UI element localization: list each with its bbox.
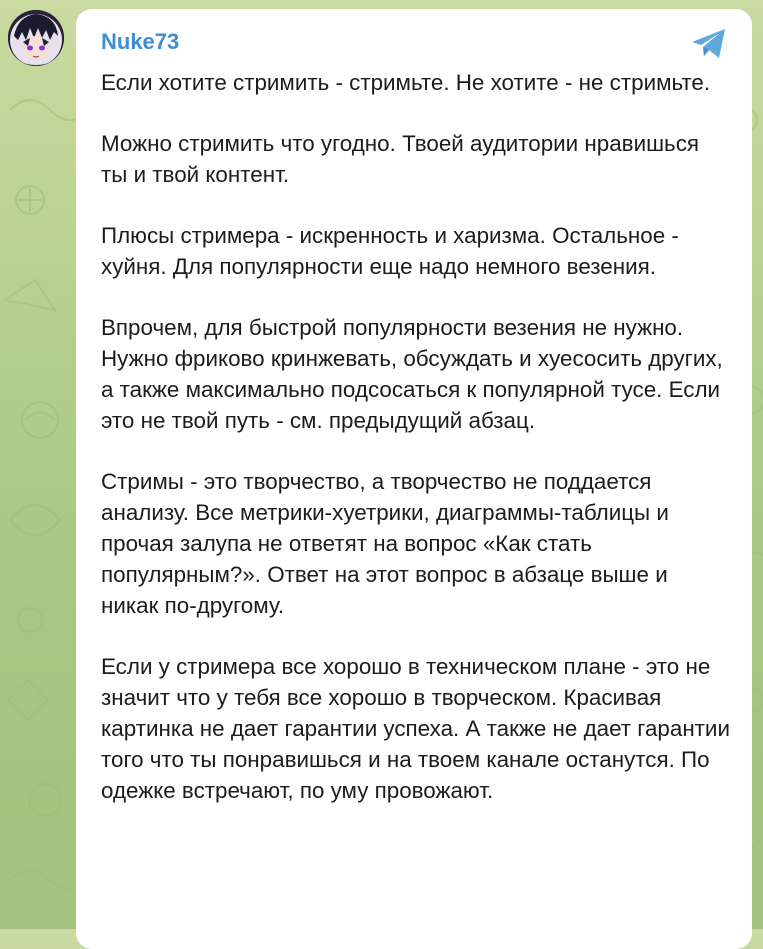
message-paragraph: Впрочем, для быстрой популярности везения не нужно. Нужно фриково кринжевать, обсуждать и хуесосить других, а также максимально подсосаться к популярной тусе. Если это не твой путь - см. предыдущий абзац.	[101, 315, 723, 433]
telegram-share-icon[interactable]	[690, 27, 728, 61]
message-paragraph: Можно стримить что угодно. Твоей аудитории нравишься ты и твой контент.	[101, 131, 700, 187]
sender-avatar[interactable]	[8, 10, 64, 66]
message-bubble	[76, 9, 752, 949]
sender-name[interactable]: Nuke73	[101, 29, 180, 54]
message-paragraph: Плюсы стримера - искренность и харизма. Остальное - хуйня. Для популярности еще надо немного везения.	[101, 223, 679, 279]
anime-avatar-icon	[8, 10, 64, 66]
message-paragraph: Стримы - это творчество, а творчество не поддается анализу. Все метрики-хуетрики, диаграммы-таблицы и прочая залупа не ответят на вопрос «Как стать популярным?». Ответ на этот вопрос в абзаце выше и никак по-другому.	[101, 469, 669, 618]
message-paragraph: Если хотите стримить - стримьте. Не хотите - не стримьте.	[101, 70, 711, 95]
message-text	[101, 67, 731, 836]
message-paragraph: Если у стримера все хорошо в техническом плане - это не значит что у тебя все хорошо в творческом. Красивая картинка не дает гарантии успеха. А также не дает гарантии того что ты понравишься и на твоем канале останутся. По одежке встречают, по уму провожают.	[101, 654, 730, 803]
